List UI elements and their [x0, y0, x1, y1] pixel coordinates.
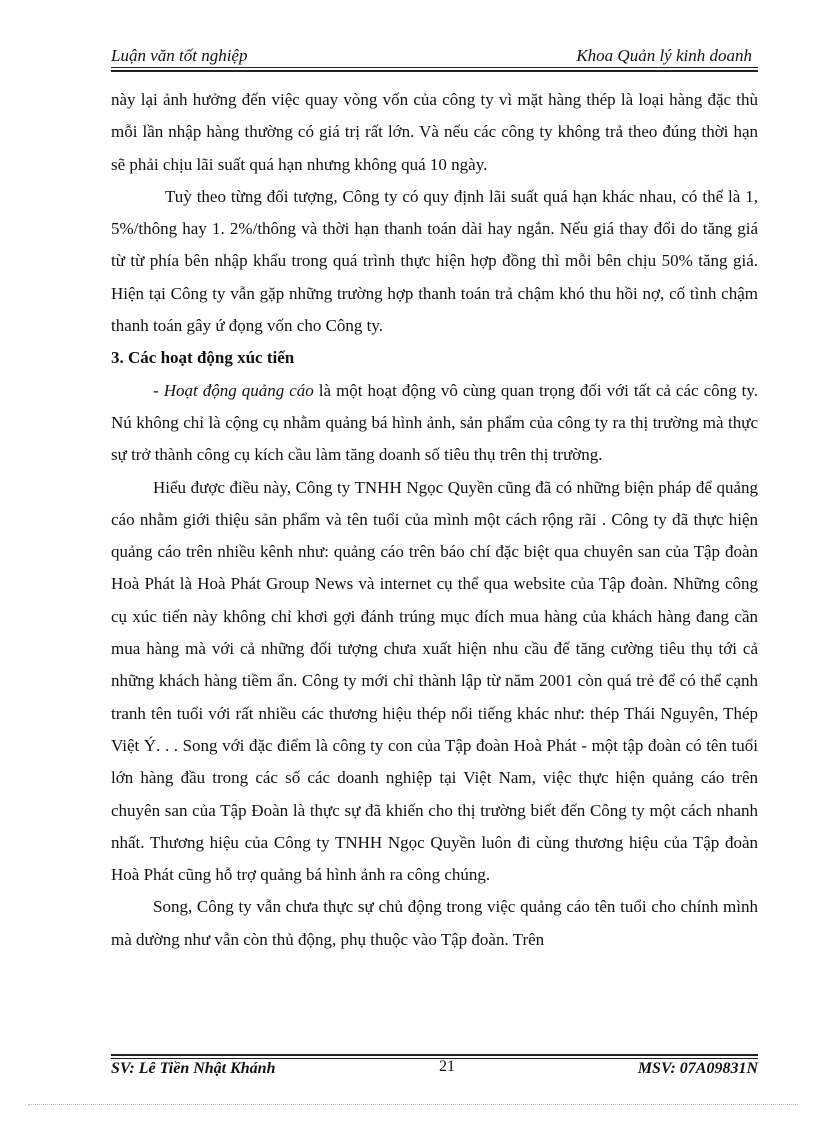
page-number: 21 — [439, 1058, 455, 1075]
header-faculty-label: Khoa Quản lý kinh doanh — [576, 46, 752, 65]
footer-rule-thick — [111, 1054, 758, 1056]
paragraph-continuation: này lại ảnh hưởng đến việc quay vòng vốn của công ty vì mặt hàng thép là loại hàng đặc thù mỗi lần nhập hàng thường có giá trị rất lớn. Và nếu các công ty không trả theo đúng thời hạn sẽ phải chịu lãi suất quá hạn nhưng không quá 10 ngày. — [111, 90, 758, 174]
paragraph-advertising-text: là một hoạt động vô cùng quan trọng đối với tất cả các công ty. Nú không chỉ là cộng cụ nhằm quảng bá hình ảnh, sản phẩm của công ty ra thị trường mà thực sự trở thành công cụ kích cầu làm tăng doanh số tiêu thụ trên thị trường. — [111, 380, 759, 465]
bullet-dash: - — [153, 380, 164, 400]
header-thesis-label: Luận văn tốt nghiệp — [111, 46, 248, 65]
footer-rule-thin — [111, 1058, 758, 1059]
header-rule-thick — [111, 70, 758, 72]
paragraph-advertising — [111, 375, 758, 472]
footer-student-name: SV: Lê Tiền Nhật Khánh — [111, 1060, 276, 1077]
paragraph-conclusion: Song, Công ty vẫn chưa thực sự chủ động trong việc quảng cáo tên tuổi cho chính mình mà dường như vẫn còn thủ động, phụ thuộc vào Tập đoàn. Trên — [111, 897, 758, 949]
section-heading: 3. Các hoạt động xúc tiến — [111, 348, 295, 368]
header-rule-thin — [111, 67, 758, 68]
page-header — [111, 44, 758, 70]
page-footer — [111, 1054, 758, 1078]
page-edge-dotted-line — [28, 1104, 798, 1105]
paragraph-interest-rate: Tuỳ theo từng đối tượng, Công ty có quy định lãi suất quá hạn khác nhau, có thể là 1, 5%/thông hay 1. 2%/thông và thời hạn thanh toán dài hay ngắn. Nếu giá thay đổi do tăng giá từ từ phía bên nhập khẩu trong quá trình thực hiện hợp đồng thì mỗi bên chịu 50% tăng giá. Hiện tại Công ty vẫn gặp những trường hợp thanh toán trả chậm khó thu hồi nợ, cố tình chậm thanh toán gây ứ đọng vốn cho Công ty. — [111, 186, 758, 336]
italic-term: Hoạt động quảng cáo — [163, 380, 314, 400]
footer-student-id: MSV: 07A09831N — [637, 1060, 758, 1077]
page-body — [111, 84, 758, 956]
paragraph-company-advertising: Hiểu được điều này, Công ty TNHH Ngọc Quyền cũng đã có những biện pháp để quảng cáo nhằm giới thiệu sản phẩm và tên tuổi của mình một cách rộng rãi . Công ty đã thực hiện quảng cáo trên nhiều kênh như: quảng cáo trên báo chí đặc biệt qua chuyên san của Tập đoàn Hoà Phát là Hoà Phát Group News và internet cụ thể qua website của Tập đoàn. Những công cụ xúc tiến này không chỉ khơi gợi đánh trúng mục đích mua hàng của khách hàng đang cần mua hàng mà với cả những đối tượng chưa xuất hiện nhu cầu để tăng cường tiêu thụ tới cả những khách hàng tiềm ẩn. Công ty mới chỉ thành lập từ năm 2001 còn quá trẻ để có thể cạnh tranh tên tuổi với rất nhiều các thương hiệu thép nổi tiếng khác như: thép Thái Nguyên, Thép Việt Ý. . . Song với đặc điểm là công ty con của Tập đoàn Hoà Phát - một tập đoàn có tên tuổi lớn hàng đầu trong các số các doanh nghiệp tại Việt Nam, việc thực hiện quảng cáo trên chuyên san của Tập Đoàn là thực sự đã khiến cho thị trường biết đến Công ty một cách nhanh nhất. Thương hiệu của Công ty TNHH Ngọc Quyền luôn đi cùng thương hiệu của Tập đoàn Hoà Phát cũng hỗ trợ quảng bá hình ảnh ra công chúng. — [111, 477, 758, 885]
